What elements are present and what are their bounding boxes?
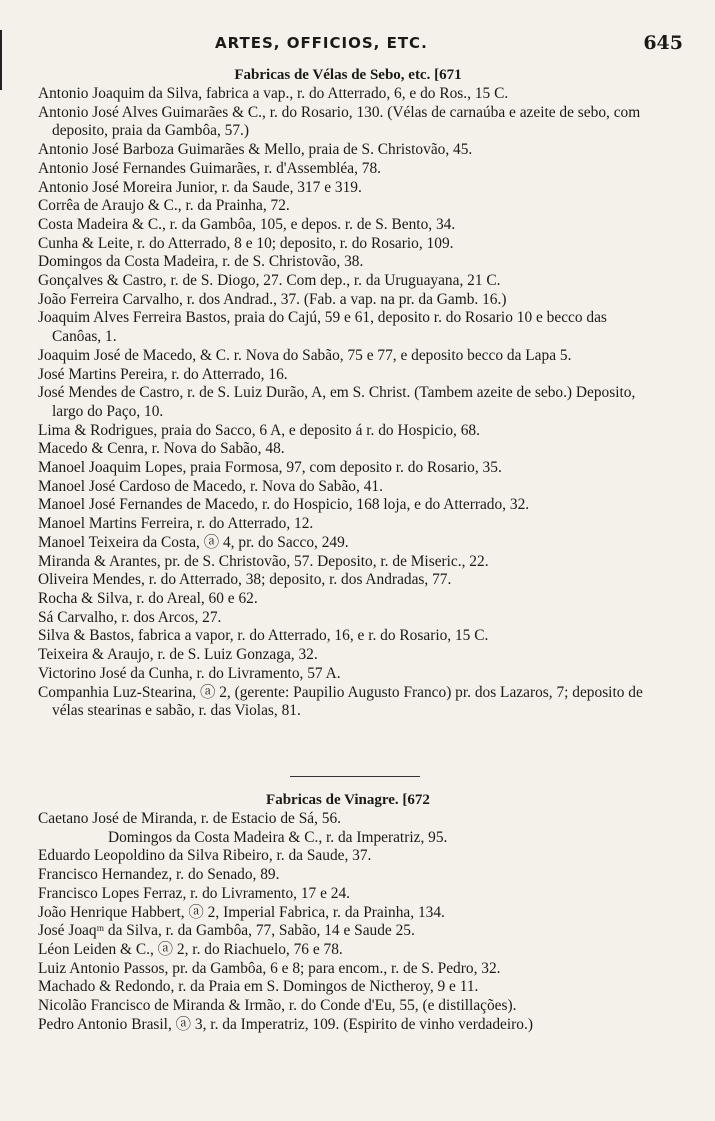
list-item: Léon Leiden & C., ⓐ 2, r. do Riachuelo, 76 e 78. bbox=[38, 940, 343, 958]
list-item: Antonio Joaquim da Silva, fabrica a vap., r. do Atterrado, 6, e do Ros., 15 C. bbox=[38, 85, 509, 102]
list-item: Pedro Antonio Brasil, ⓐ 3, r. da Imperatriz, 109. (Espirito de vinho verdadeiro.) bbox=[38, 1015, 533, 1033]
list-item: Caetano José de Miranda, r. de Estacio de Sá, 56. bbox=[38, 810, 342, 827]
list-item: Nicolão Francisco de Miranda & Irmão, r. do Conde d'Eu, 55, (e distillações). bbox=[38, 997, 517, 1015]
list-item: Joaquim José de Macedo, & C. r. Nova do Sabão, 75 e 77, e deposito becco da Lapa 5. bbox=[38, 346, 572, 364]
page-number: 645 bbox=[643, 32, 683, 54]
list-item: Cunha & Leite, r. do Atterrado, 8 e 10; deposito, r. do Rosario, 109. bbox=[38, 234, 454, 252]
list-item: Companhia Luz-Stearina, ⓐ 2, (gerente: Paupilio Augusto Franco) pr. dos Lazaros, 7; deposito de vélas stearinas e sabão, r. das Violas, 81. bbox=[38, 683, 643, 720]
list-item: Antonio José Fernandes Guimarães, r. d'Assembléa, 78. bbox=[38, 159, 382, 177]
list-item: Antonio José Alves Guimarães & C., r. do Rosario, 130. (Vélas de carnaúba e azeite de sebo, com deposito, praia da Gambôa, 57.) bbox=[38, 103, 641, 140]
list-item: João Ferreira Carvalho, r. dos Andrad., 37. (Fab. a vap. na pr. da Gamb. 16.) bbox=[38, 290, 507, 308]
list-item: Luiz Antonio Passos, pr. da Gambôa, 6 e 8; para encom., r. de S. Pedro, 32. bbox=[38, 959, 501, 977]
list-item: Domingos da Costa Madeira, r. de S. Christovão, 38. bbox=[38, 253, 364, 271]
list-item: José Martins Pereira, r. do Atterrado, 16. bbox=[38, 365, 288, 383]
section-vinagre bbox=[38, 790, 658, 1034]
list-item: Gonçalves & Castro, r. de S. Diogo, 27. Com dep., r. da Uruguayana, 21 C. bbox=[38, 272, 501, 290]
section-velas-de-sebo bbox=[38, 65, 658, 721]
list-item: Francisco Hernandez, r. do Senado, 89. bbox=[38, 866, 280, 884]
list-item: Joaquim Alves Ferreira Bastos, praia do Cajú, 59 e 61, deposito r. do Rosario 10 e becco das Canôas, 1. bbox=[38, 309, 607, 346]
list-item: Machado & Redondo, r. da Praia em S. Domingos de Nictheroy, 9 e 11. bbox=[38, 978, 479, 996]
section-title: Fabricas de Vinagre. [672 bbox=[266, 792, 430, 808]
list-item: Antonio José Moreira Junior, r. da Saude, 317 e 319. bbox=[38, 178, 362, 196]
list-item: Manoel Martins Ferreira, r. do Atterrado, 12. bbox=[38, 515, 314, 533]
list-item: Teixeira & Araujo, r. de S. Luiz Gonzaga, 32. bbox=[38, 646, 318, 664]
list-item: José Joaqᵐ da Silva, r. da Gambôa, 77, Sabão, 14 e Saude 25. bbox=[38, 922, 415, 940]
list-item: Corrêa de Araujo & C., r. da Prainha, 72. bbox=[38, 197, 290, 215]
list-item: Manoel José Fernandes de Macedo, r. do Hospicio, 168 loja, e do Atterrado, 32. bbox=[38, 496, 530, 514]
list-item: Domingos da Costa Madeira & C., r. da Imperatriz, 95. bbox=[108, 828, 448, 846]
list-item: Lima & Rodrigues, praia do Sacco, 6 A, e deposito á r. do Hospicio, 68. bbox=[38, 421, 480, 439]
section-divider bbox=[290, 776, 420, 777]
list-item: Francisco Lopes Ferraz, r. do Livramento, 17 e 24. bbox=[38, 884, 350, 902]
list-item: Oliveira Mendes, r. do Atterrado, 38; deposito, r. dos Andradas, 77. bbox=[38, 571, 452, 589]
list-item: Costa Madeira & C., r. da Gambôa, 105, e depos. r. de S. Bento, 34. bbox=[38, 215, 456, 233]
entry-list bbox=[38, 85, 658, 721]
list-item: Manoel José Cardoso de Macedo, r. Nova do Sabão, 41. bbox=[38, 477, 383, 495]
list-item: Sá Carvalho, r. dos Arcos, 27. bbox=[38, 608, 222, 626]
running-title: ARTES, OFFICIOS, ETC. bbox=[215, 34, 428, 52]
list-item: Antonio José Barboza Guimarães & Mello, praia de S. Christovão, 45. bbox=[38, 141, 473, 159]
entry-list bbox=[38, 810, 658, 1034]
section-title: Fabricas de Vélas de Sebo, etc. [671 bbox=[234, 67, 462, 83]
list-item: João Henrique Habbert, ⓐ 2, Imperial Fabrica, r. da Prainha, 134. bbox=[38, 903, 445, 921]
list-item: Victorino José da Cunha, r. do Livramento, 57 A. bbox=[38, 664, 341, 682]
list-item: José Mendes de Castro, r. de S. Luiz Durão, A, em S. Christ. (Tambem azeite de sebo.) Deposito, largo do Paço, 10. bbox=[38, 384, 636, 420]
list-item: Miranda & Arantes, pr. de S. Christovão, 57. Deposito, r. de Miseric., 22. bbox=[38, 552, 489, 570]
list-item: Manoel Joaquim Lopes, praia Formosa, 97, com deposito r. do Rosario, 35. bbox=[38, 459, 502, 477]
list-item: Silva & Bastos, fabrica a vapor, r. do Atterrado, 16, e r. do Rosario, 15 C. bbox=[38, 627, 489, 645]
list-item: Rocha & Silva, r. do Areal, 60 e 62. bbox=[38, 589, 258, 607]
page-header bbox=[0, 30, 715, 60]
list-item: Eduardo Leopoldino da Silva Ribeiro, r. da Saude, 37. bbox=[38, 847, 372, 865]
list-item: Macedo & Cenra, r. Nova do Sabão, 48. bbox=[38, 440, 285, 458]
list-item: Manoel Teixeira da Costa, ⓐ 4, pr. do Sacco, 249. bbox=[38, 533, 349, 551]
